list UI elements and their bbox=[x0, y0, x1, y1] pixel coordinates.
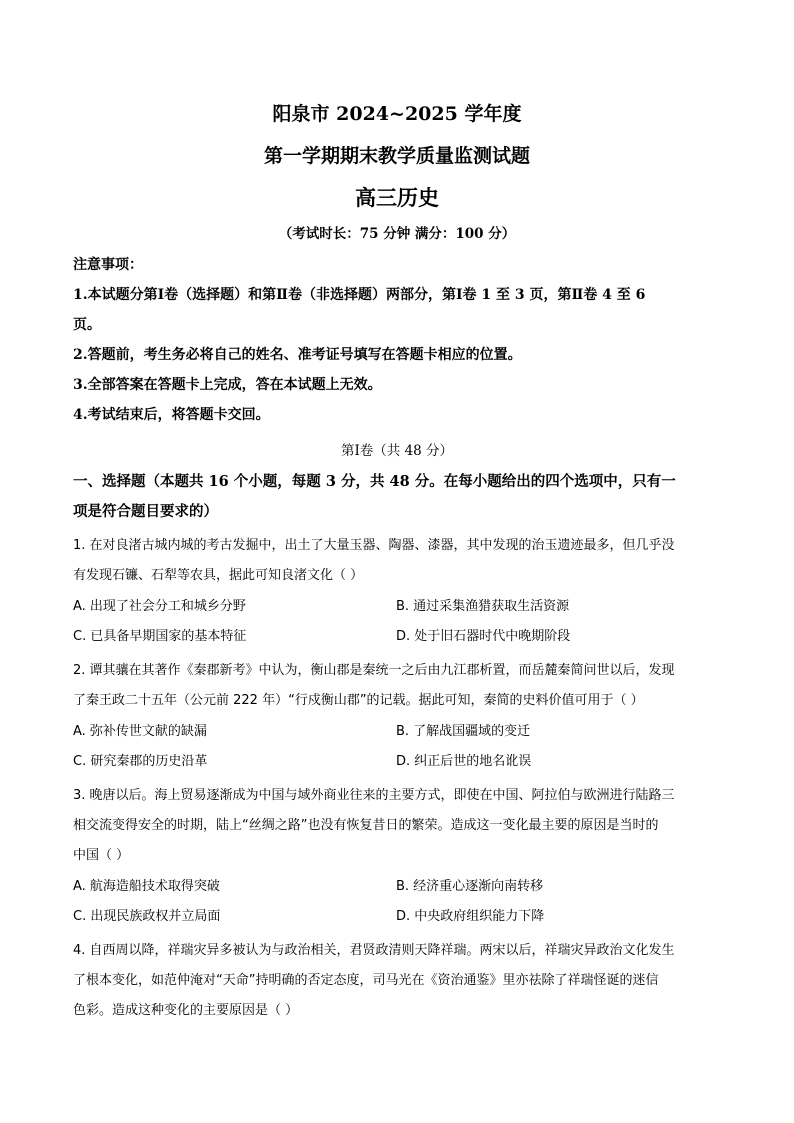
notice-item: 4.考试结束后，将答题卡交回。 bbox=[73, 407, 270, 423]
option-a: A. 弥补传世文献的缺漏 bbox=[73, 724, 207, 739]
section-heading: 第Ⅰ卷（共 48 分） bbox=[340, 443, 454, 459]
question-stem-line: 相交流变得安全的时期，陆上“丝绸之路”也没有恢复昔日的繁荣。造成这一变化最主要的原因是当时的 bbox=[73, 818, 659, 833]
question-3-stem bbox=[73, 781, 725, 871]
question-1-options bbox=[73, 592, 725, 652]
question-2-stem bbox=[73, 656, 725, 716]
section-title-line: 一、选择题（本题共 16 个小题，每题 3 分，共 48 分。在每小题给出的四个选项中，只有一 bbox=[73, 473, 676, 490]
option-b: B. 通过采集渔猎获取生活资源 bbox=[396, 599, 570, 614]
option-a: A. 出现了社会分工和城乡分野 bbox=[73, 599, 246, 614]
question-stem-line: 有发现石镰、石犁等农具，据此可知良渚文化（ ） bbox=[73, 568, 364, 583]
option-d: D. 处于旧石器时代中晚期阶段 bbox=[396, 629, 571, 644]
question-stem-line: 中国（ ） bbox=[73, 848, 130, 863]
question-stem-line: 了根本变化，如范仲淹对“天命”持明确的否定态度，司马光在《资治通鉴》里亦祛除了祥瑞怪诞的迷信 bbox=[73, 973, 659, 988]
question-stem-line: 了秦王政二十五年（公元前 222 年）“行戍衡山郡”的记载。据此可知，秦简的史料价值可用于（ ） bbox=[73, 693, 644, 708]
notice-item: 2.答题前，考生务必将自己的姓名、准考证号填写在答题卡相应的位置。 bbox=[73, 347, 522, 363]
section-title bbox=[73, 467, 723, 527]
notice-item: 3.全部答案在答题卡上完成，答在本试题上无效。 bbox=[73, 377, 382, 393]
question-3-options bbox=[73, 872, 725, 932]
option-d: D. 中央政府组织能力下降 bbox=[396, 909, 545, 924]
question-stem-line: 4. 自西周以降，祥瑞灾异多被认为与政治相关，君贤政清则天降祥瑞。两宋以后，祥瑞灾异政治文化发生 bbox=[73, 943, 675, 958]
section-title-line: 项是符合题目要求的） bbox=[73, 503, 218, 520]
option-c: C. 研究秦郡的历史沿革 bbox=[73, 754, 208, 769]
exam-time-score: （考试时长：75 分钟 满分：100 分） bbox=[278, 226, 516, 242]
question-stem-line: 3. 晚唐以后。海上贸易逐渐成为中国与域外商业往来的主要方式，即使在中国、阿拉伯与欧洲进行陆路三 bbox=[73, 788, 675, 803]
exam-title-line2: 第一学期期末教学质量监测试题 bbox=[263, 145, 530, 167]
question-stem-line: 2. 谭其骧在其著作《秦郡新考》中认为，衡山郡是秦统一之后由九江郡析置，而岳麓秦简问世以后，发现 bbox=[73, 663, 675, 678]
question-2-options bbox=[73, 717, 725, 777]
option-d: D. 纠正后世的地名讹误 bbox=[396, 754, 532, 769]
notice-heading: 注意事项： bbox=[73, 257, 143, 273]
notice-block bbox=[73, 250, 733, 430]
option-b: B. 了解战国疆域的变迁 bbox=[396, 724, 531, 739]
question-4-stem bbox=[73, 936, 725, 1026]
notice-item: 1.本试题分第Ⅰ卷（选择题）和第Ⅱ卷（非选择题）两部分，第Ⅰ卷 1 至 3 页，第Ⅱ卷 4 至 6 bbox=[73, 287, 646, 303]
option-c: C. 已具备早期国家的基本特征 bbox=[73, 629, 247, 644]
question-1-stem bbox=[73, 531, 725, 591]
exam-title-line1: 阳泉市 2024~2025 学年度 bbox=[272, 103, 522, 125]
notice-item: 页。 bbox=[73, 317, 101, 333]
exam-subject: 高三历史 bbox=[355, 185, 439, 210]
option-a: A. 航海造船技术取得突破 bbox=[73, 879, 220, 894]
question-stem-line: 1. 在对良渚古城内城的考古发掘中，出土了大量玉器、陶器、漆器，其中发现的治玉遗迹最多，但几乎没 bbox=[73, 538, 675, 553]
option-c: C. 出现民族政权并立局面 bbox=[73, 909, 221, 924]
question-stem-line: 色彩。造成这种变化的主要原因是（ ） bbox=[73, 1003, 299, 1018]
option-b: B. 经济重心逐渐向南转移 bbox=[396, 879, 544, 894]
